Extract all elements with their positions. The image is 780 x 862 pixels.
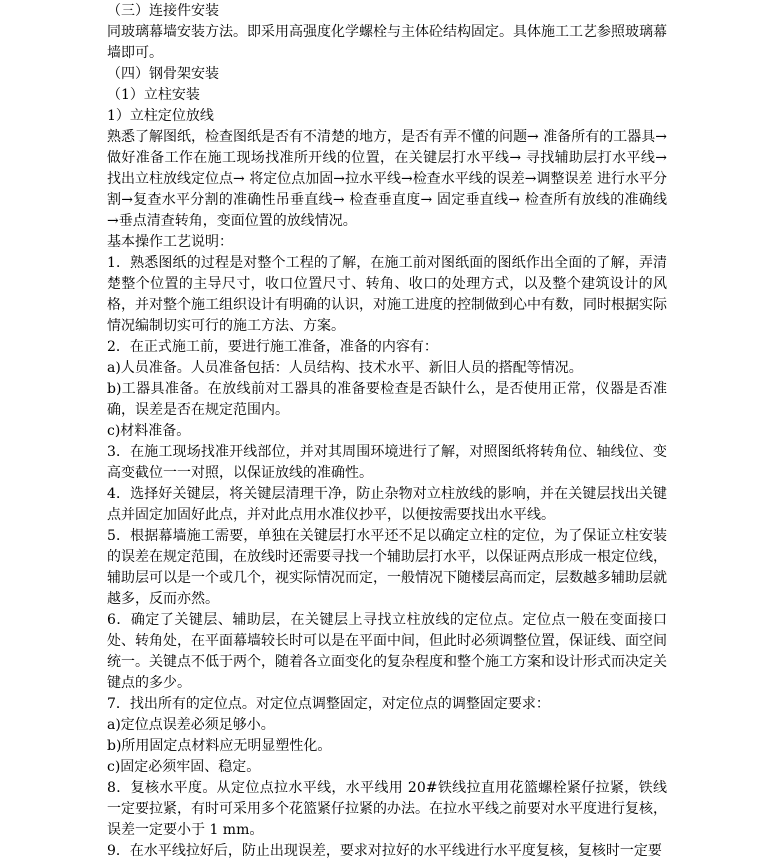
numbered-item: 3．在施工现场找准开线部位，并对其周围环境进行了解，对照图纸将转角位、轴线位、变高变截位一一对照，以保证放线的准确性。 — [107, 444, 667, 481]
sub-item: a)定位点误差必须足够小。 — [107, 717, 275, 733]
numbered-item: 7．找出所有的定位点。对定位点调整固定，对定位点的调整固定要求： — [107, 696, 550, 712]
numbered-item: 1．熟悉图纸的过程是对整个工程的了解，在施工前对图纸面的图纸作出全面的了解，弄清楚整个位置的主导尺寸，收口位置尺寸、转角、收口的处理方式，以及整个建筑设计的风格，并对整个施工组织设计有明确的认识，对施工进度的控制做到心中有数，同时根据实际情况编制切实可行的施工方法、方案。 — [107, 255, 667, 334]
paragraph: 同玻璃幕墙安装方法。即采用高强度化学螺栓与主体砼结构固定。具体施工工艺参照玻璃幕墙即可。 — [107, 24, 667, 61]
numbered-item: 8．复核水平度。从定位点拉水平线，水平线用 20#铁线拉直用花篮螺栓紧仔拉紧，铁线一定要拉紧，有时可采用多个花篮紧仔拉紧的办法。在拉水平线之前要对水平度进行复核，误差一定要小于 1 mm。 — [107, 780, 667, 838]
sub-item: b)工器具准备。在放线前对工器具的准备要检查是否缺什么，是否使用正常，仪器是否准确，误差是否在规定范围内。 — [107, 381, 667, 418]
subsection-heading-positioning: 1）立柱定位放线 — [107, 108, 214, 124]
numbered-item: 6．确定了关键层、辅助层，在关键层上寻找立柱放线的定位点。定位点一般在变面接口处、转角处，在平面幕墙较长时可以是在平面中间，但此时必须调整位置，保证线、面空间统一。关键点不低于两个，随着各立面变化的复杂程度和整个施工方案和设计形式而决定关键点的多少。 — [107, 612, 667, 691]
paragraph-heading: 基本操作工艺说明： — [107, 234, 233, 250]
sub-item: b)所用固定点材料应无明显塑性化。 — [107, 738, 332, 754]
paragraph: 熟悉了解图纸，检查图纸是否有不清楚的地方，是否有弄不懂的问题→ 准备所有的工器具→做好准备工作在施工现场找准所开线的位置，在关键层打水平线→ 寻找辅助层打水平线→ 找出立柱放线定位点→ 将定位点加固→拉水平线→检查水平线的误差→调整误差 进行水平分割→复查水平分割的准确性吊垂直线→ 检查垂直度→ 固定垂直线→ 检查所有放线的准确线→垂点清查转角，变面位置的放线情况。 — [107, 129, 667, 229]
numbered-item: 4．选择好关键层，将关键层清理干净，防止杂物对立柱放线的影响，并在关键层找出关键点并固定加固好此点，并对此点用水准仪抄平，以便按需要找出水平线。 — [107, 486, 667, 523]
sub-item: a)人员准备。人员准备包括：人员结构、技术水平、新旧人员的搭配等情况。 — [107, 360, 583, 376]
sub-item: c)材料准备。 — [107, 423, 191, 439]
sub-item: c)固定必须牢固、稳定。 — [107, 759, 261, 775]
document-body — [107, 1, 667, 862]
numbered-item: 2．在正式施工前，要进行施工准备，准备的内容有： — [107, 339, 438, 355]
subsection-heading-column: （1）立柱安装 — [107, 87, 200, 103]
section-heading-connector: （三）连接件安装 — [107, 3, 219, 19]
numbered-item: 9．在水平线拉好后，防止出现误差，要求对拉好的水平线进行水平度复核，复核时一定要 — [107, 843, 662, 859]
numbered-item: 5．根据幕墙施工需要，单独在关键层打水平还不足以确定立柱的定位，为了保证立柱安装的误差在规定范围，在放线时还需要寻找一个辅助层打水平，以保证两点形成一根定位线，辅助层可以是一个或几个，视实际情况而定，一般情况下随楼层高而定，层数越多辅助层就越多，反而亦然。 — [107, 528, 667, 607]
section-heading-steel-frame: （四）钢骨架安装 — [107, 66, 219, 82]
